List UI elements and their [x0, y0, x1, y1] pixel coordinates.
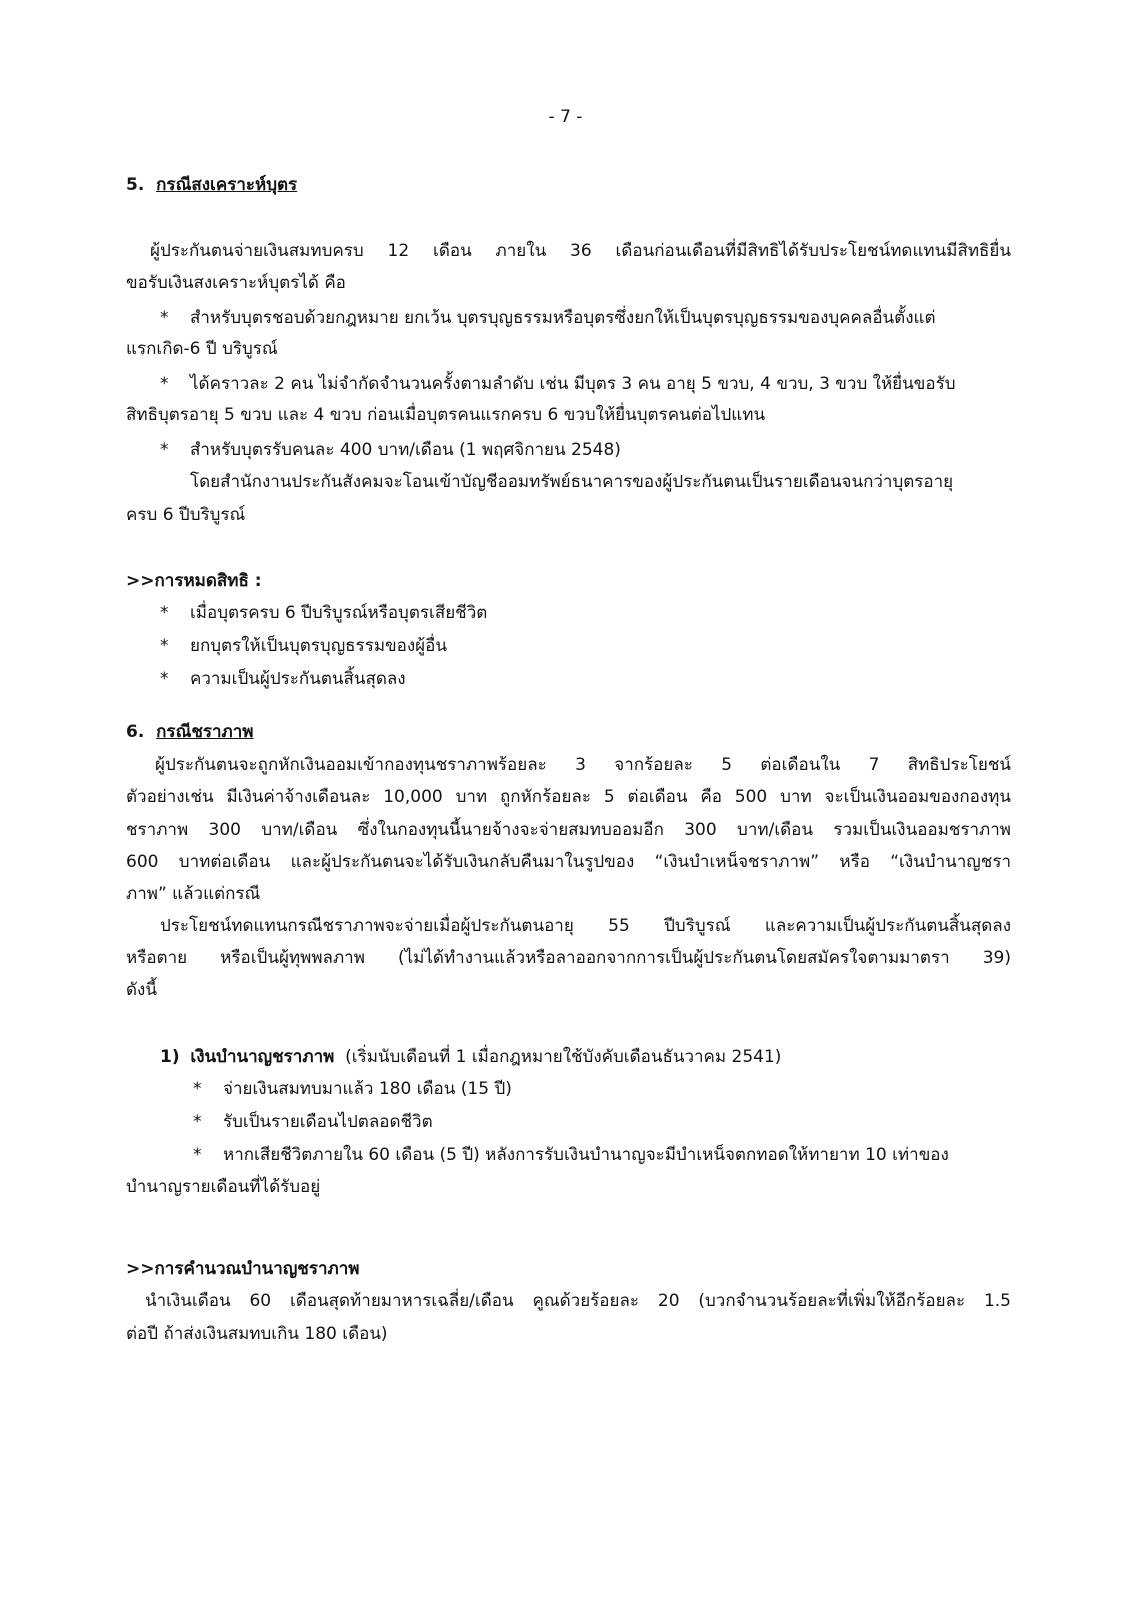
termination-item-3-text: ความเป็นผู้ประกันตนสิ้นสุดลง — [190, 669, 406, 689]
child-benefit-bullet-2 — [160, 371, 1011, 397]
page-number: - 7 - — [548, 107, 583, 127]
bullet-star: * — [160, 603, 169, 623]
section-6-para-1-line-2: ตัวอย่างเช่น มีเงินค่าจ้างเดือนละ 10,000 บาท ถูกหักร้อยละ 5 ต่อเดือน คือ 500 บาท จะเป็นเงินออมของกองทุน — [126, 787, 1011, 807]
calculation-line-1: นำเงินเดือน 60 เดือนสุดท้ายมาหารเฉลี่ย/เดือน คูณด้วยร้อยละ 20 (บวกจำนวนร้อยละที่เพิ่มให้อีกร้อยละ 1.5 — [145, 1291, 1011, 1311]
pension-number: 1) — [160, 1047, 180, 1067]
section-6-heading — [126, 719, 1011, 745]
section-6-para-1-line-3: ชราภาพ 300 บาท/เดือน ซึ่งในกองทุนนี้นายจ้างจะจ่ายสมทบออมอีก 300 บาท/เดือน รวมเป็นเงินออมชราภาพ — [126, 820, 1011, 840]
section-5-number: 5. — [126, 175, 145, 195]
bullet-star: * — [160, 440, 169, 460]
bullet-star: * — [193, 1112, 202, 1132]
section-5-intro-line-1: ผู้ประกันตนจ่ายเงินสมทบครบ 12 เดือน ภายใน 36 เดือนก่อนเดือนที่มีสิทธิได้รับประโยชน์ทดแทนมีสิทธิยื่น — [150, 241, 1011, 261]
bullet-star: * — [160, 669, 169, 689]
pension-note: (เริ่มนับเดือนที่ 1 เมื่อกฎหมายใช้บังคับเดือนธันวาคม 2541) — [345, 1047, 782, 1067]
termination-item-3 — [160, 666, 1011, 692]
bullet-2-line-1: ได้คราวละ 2 คน ไม่จำกัดจำนวนครั้งตามลำดับ เช่น มีบุตร 3 คน อายุ 5 ขวบ, 4 ขวบ, 3 ขวบ ให้ยื่นขอรับ — [190, 374, 956, 394]
bullet-star: * — [160, 308, 169, 328]
bullet-1-line-2: แรกเกิด-6 ปี บริบูรณ์ — [126, 339, 278, 359]
child-benefit-bullet-3 — [160, 437, 1011, 463]
section-6-para-1-line-1: ผู้ประกันตนจะถูกหักเงินออมเข้ากองทุนชราภาพร้อยละ 3 จากร้อยละ 5 ต่อเดือนใน 7 สิทธิประโยชน์ — [155, 755, 1011, 775]
section-6-para-1-line-4: 600 บาทต่อเดือน และผู้ประกันตนจะได้รับเงินกลับคืนมาในรูปของ “เงินบำเหน็จชราภาพ” หรือ “เงินบำนาญชรา — [126, 852, 1011, 872]
section-5-title: กรณีสงเคราะห์บุตร — [156, 175, 298, 195]
pension-item-1-text: จ่ายเงินสมทบมาแล้ว 180 เดือน (15 ปี) — [223, 1079, 512, 1099]
section-5-heading — [126, 172, 1011, 198]
bullet-star: * — [160, 636, 169, 656]
section-6-title: กรณีชราภาพ — [156, 722, 254, 742]
termination-heading: >>การหมดสิทธิ : — [126, 571, 262, 591]
section-6-para-2-line-3: ดังนี้ — [126, 980, 157, 1000]
section-6-para-1-line-5: ภาพ” แล้วแต่กรณี — [126, 884, 261, 904]
calculation-heading: >>การคำนวณบำนาญชราภาพ — [126, 1259, 360, 1279]
pension-item-3-continuation: บำนาญรายเดือนที่ได้รับอยู่ — [126, 1177, 321, 1197]
bullet-3-line-1: สำหรับบุตรรับคนละ 400 บาท/เดือน (1 พฤศจิกายน 2548) — [190, 440, 621, 460]
bullet-1-line-1: สำหรับบุตรชอบด้วยกฎหมาย ยกเว้น บุตรบุญธรรมหรือบุตรซึ่งยกให้เป็นบุตรบุญธรรมของบุคคลอื่นตั้งแต่ — [190, 308, 936, 328]
pension-item-2-text: รับเป็นรายเดือนไปตลอดชีวิต — [223, 1112, 433, 1132]
bullet-star: * — [193, 1145, 202, 1165]
section-6-para-2-line-2: หรือตาย หรือเป็นผู้ทุพพลภาพ (ไม่ได้ทำงานแล้วหรือลาออกจากการเป็นผู้ประกันตนโดยสมัครใจตามมาตรา 39) — [126, 948, 1011, 968]
bullet-star: * — [193, 1079, 202, 1099]
termination-item-2-text: ยกบุตรให้เป็นบุตรบุญธรรมของผู้อื่น — [190, 636, 447, 656]
bullet-star: * — [160, 374, 169, 394]
section-5-intro-line-2: ขอรับเงินสงเคราะห์บุตรได้ คือ — [126, 273, 346, 293]
pension-title: เงินบำนาญชราภาพ — [190, 1047, 335, 1067]
calculation-line-2: ต่อปี ถ้าส่งเงินสมทบเกิน 180 เดือน) — [126, 1324, 388, 1344]
child-benefit-bullet-1 — [160, 305, 1011, 331]
termination-item-1 — [160, 600, 1011, 626]
bullet-3-line-3: ครบ 6 ปีบริบูรณ์ — [126, 505, 246, 525]
section-6-number: 6. — [126, 722, 145, 742]
bullet-2-line-2: สิทธิบุตรอายุ 5 ขวบ และ 4 ขวบ ก่อนเมื่อบุตรคนแรกครบ 6 ขวบให้ยื่นบุตรคนต่อไปแทน — [126, 405, 766, 425]
bullet-3-line-2: โดยสำนักงานประกันสังคมจะโอนเข้าบัญชีออมทรัพย์ธนาคารของผู้ประกันตนเป็นรายเดือนจนกว่าบุตรอายุ — [190, 472, 954, 492]
pension-item-1 — [193, 1076, 1011, 1102]
pension-item-3-text: หากเสียชีวิตภายใน 60 เดือน (5 ปี) หลังการรับเงินบำนาญจะมีบำเหน็จตกทอดให้ทายาท 10 เท่าของ — [223, 1145, 949, 1165]
pension-item-3 — [193, 1142, 1011, 1168]
pension-item-2 — [193, 1109, 1011, 1135]
termination-item-1-text: เมื่อบุตรครบ 6 ปีบริบูรณ์หรือบุตรเสียชีวิต — [190, 603, 488, 623]
termination-item-2 — [160, 633, 1011, 659]
section-6-para-2-line-1: ประโยชน์ทดแทนกรณีชราภาพจะจ่ายเมื่อผู้ประกันตนอายุ 55 ปีบริบูรณ์ และความเป็นผู้ประกันตนสิ้นสุดลง — [160, 916, 1011, 936]
pension-heading — [160, 1044, 1011, 1070]
